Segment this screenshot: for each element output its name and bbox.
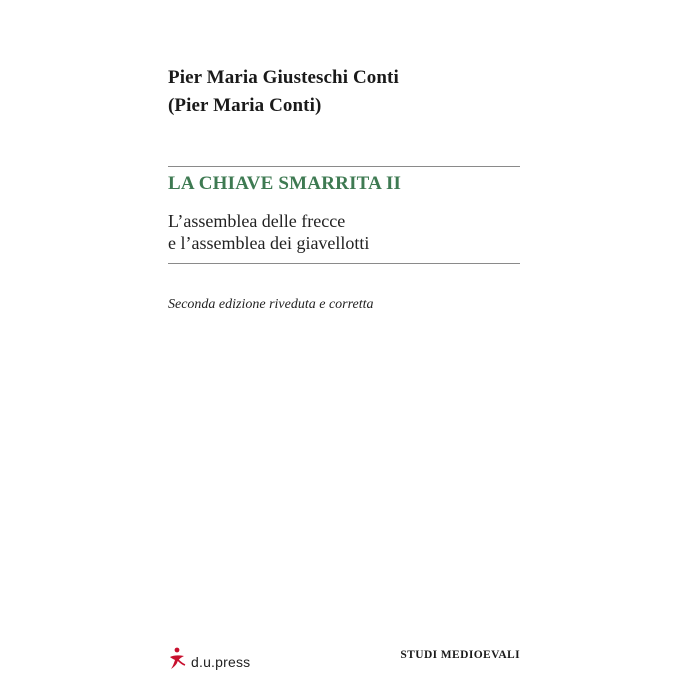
- edition-note: Seconda edizione riveduta e corretta: [168, 297, 374, 312]
- title-divider-top: [168, 166, 520, 167]
- title-divider-bottom: [168, 263, 520, 264]
- author-block: [168, 64, 399, 120]
- subtitle-line-1: L’assemblea delle frecce: [168, 211, 346, 231]
- series-name: STUDI MEDIOEVALI: [400, 649, 520, 661]
- publisher-name: d.u.press: [191, 654, 251, 670]
- author-alias: (Pier Maria Conti): [168, 95, 322, 116]
- book-subtitle: [168, 210, 369, 254]
- author-name: Pier Maria Giusteschi Conti: [168, 67, 399, 88]
- publisher-logo: [168, 644, 250, 670]
- book-title: LA CHIAVE SMARRITA II: [168, 173, 402, 194]
- subtitle-line-2: e l’assemblea dei giavellotti: [168, 233, 370, 253]
- dupress-figure-icon: [168, 646, 190, 670]
